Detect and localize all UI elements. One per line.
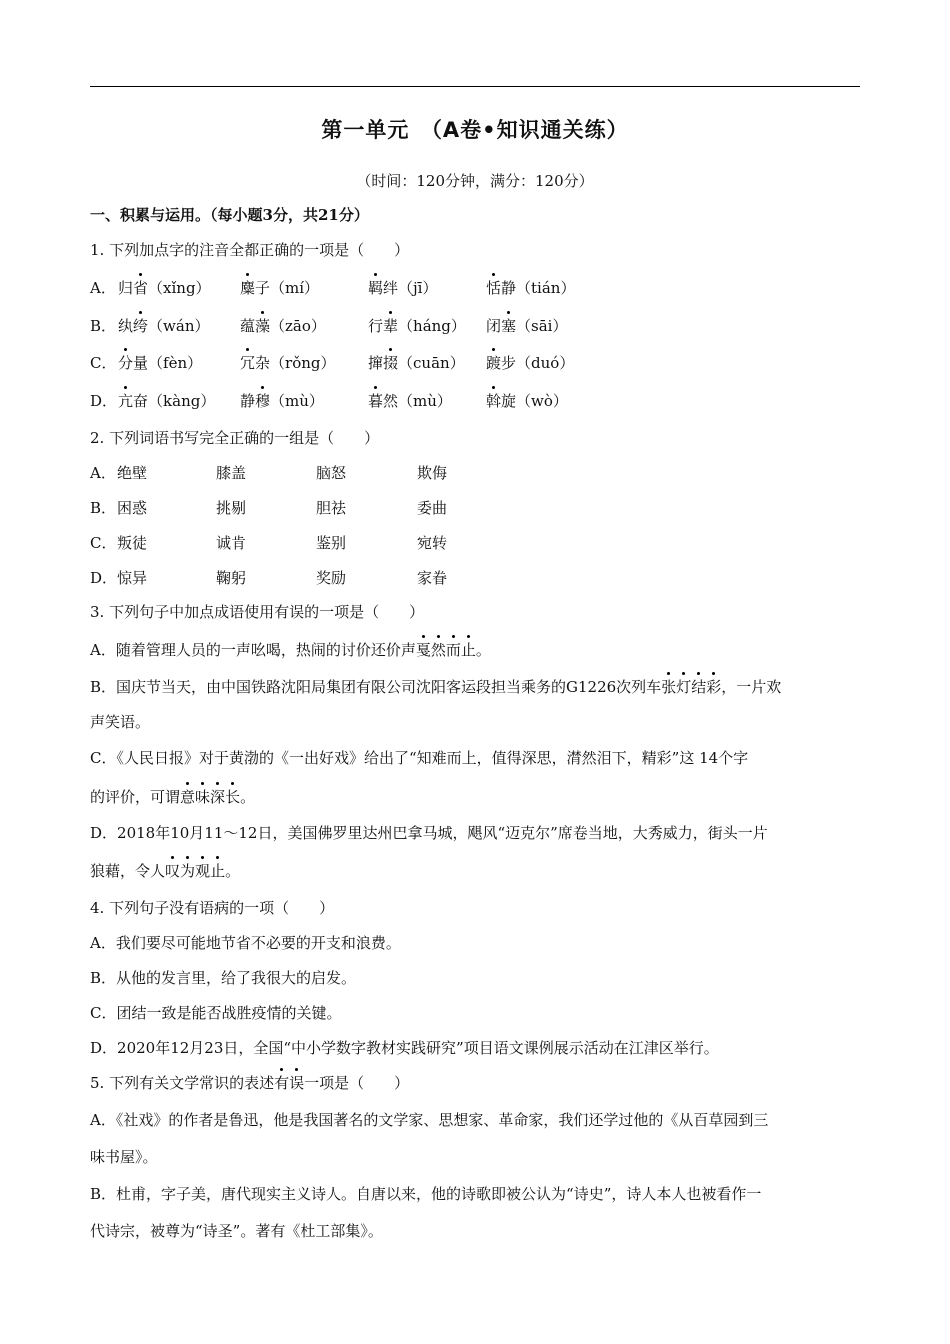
q2-word: 挑剔: [216, 499, 247, 517]
q2-word: 鞠躬: [216, 569, 247, 587]
q2-word: 家眷: [417, 569, 448, 587]
q1-pinyin-item: 蕴藻（zāo）: [240, 317, 326, 335]
dotted-idiom: 意味深长: [180, 788, 241, 806]
q1-option-label: C．: [90, 354, 117, 372]
q2-word: 叛徒: [117, 534, 148, 552]
dotted-character: 省: [133, 279, 149, 297]
dotted-character: 藻: [255, 317, 271, 335]
q4-stem: 4. 下列句子没有语病的一项（ ）: [90, 899, 335, 917]
q2-word: 鉴别: [316, 534, 347, 552]
q2-word: 欺侮: [417, 464, 448, 482]
dotted-word: 有误: [274, 1074, 305, 1092]
q3-option-c-cont: 的评价，可谓意味深长。: [90, 788, 256, 806]
q1-option-label: A．: [90, 279, 116, 297]
q1-pinyin-item: 亢奋（kàng）: [118, 392, 216, 410]
q1-stem: 1. 下列加点字的注音全都正确的一项是（ ）: [90, 241, 410, 259]
dotted-idiom: 张灯结彩: [661, 678, 722, 696]
page-subtitle: （时间：120分钟，满分：120分）: [356, 172, 594, 190]
dotted-character: 暮: [368, 392, 384, 410]
q1-pinyin-item: 麋子（mí）: [240, 279, 320, 297]
q1-pinyin-item: 静穆（mù）: [240, 392, 324, 410]
q1-pinyin-item: 分量（fèn）: [118, 354, 203, 372]
q1-pinyin-item: 归省（xǐng）: [118, 279, 211, 297]
dotted-idiom: 叹为观止: [165, 862, 226, 880]
q2-word: 惊异: [117, 569, 148, 587]
q2-stem: 2. 下列词语书写完全正确的一组是（ ）: [90, 429, 380, 447]
dotted-character: 辈: [383, 317, 399, 335]
q1-pinyin-item: 纨绔（wán）: [118, 317, 210, 335]
q5-option-a: A．《社戏》的作者是鲁迅，他是我国著名的文学家、思想家、革命家，我们还学过他的《从百草园到三: [90, 1111, 769, 1129]
q2-option-label: A．: [90, 464, 116, 482]
q3-option-d-cont: 狼藉，令人叹为观止。: [90, 862, 241, 880]
dotted-character: 亢: [118, 392, 134, 410]
dotted-character: 麋: [240, 279, 256, 297]
q5-stem: 5. 下列有关文学常识的表述有误一项是（ ）: [90, 1074, 410, 1092]
q5-option-b: B．杜甫，字子美，唐代现实主义诗人。自唐以来，他的诗歌即被公认为“诗史”，诗人本人也被看作一: [90, 1185, 762, 1203]
q1-pinyin-item: 踱步（duó）: [486, 354, 575, 372]
q5-option-a-cont: 味书屋》。: [90, 1148, 158, 1166]
dotted-character: 恬: [486, 279, 502, 297]
q2-word: 脑怒: [316, 464, 347, 482]
q1-pinyin-item: 恬静（tián）: [486, 279, 576, 297]
q1-pinyin-item: 撺掇（cuān）: [368, 354, 465, 372]
dotted-character: 分: [118, 354, 134, 372]
q3-option-b: B．国庆节当天，由中国铁路沈阳局集团有限公司沈阳客运段担当乘务的G1226次列车张灯结彩，一片欢: [90, 678, 782, 696]
q2-word: 胆祛: [316, 499, 347, 517]
q4-option-c: C．团结一致是能否战胜疫情的关键。: [90, 1004, 342, 1022]
q1-pinyin-item: 行辈（háng）: [368, 317, 466, 335]
page-title: 第一单元 （A卷•知识通关练）: [321, 118, 629, 142]
q2-word: 诚肯: [216, 534, 247, 552]
q1-pinyin-item: 斡旋（wò）: [486, 392, 568, 410]
dotted-character: 绔: [133, 317, 149, 335]
dotted-character: 冗: [240, 354, 256, 372]
q1-option-label: D．: [90, 392, 118, 410]
dotted-character: 踱: [486, 354, 502, 372]
dotted-character: 斡: [486, 392, 502, 410]
q2-option-label: C．: [90, 534, 117, 552]
q4-option-d: D．2020年12月23日，全国“中小学数字教材实践研究”项目语文课例展示活动在江津区举行。: [90, 1039, 719, 1057]
q4-option-b: B．从他的发言里，给了我很大的启发。: [90, 969, 357, 987]
dotted-idiom: 戛然而止: [415, 641, 476, 659]
q2-word: 宛转: [417, 534, 448, 552]
q1-pinyin-item: 暮然（mù）: [368, 392, 452, 410]
q2-option-label: D．: [90, 569, 118, 587]
dotted-character: 掇: [383, 354, 399, 372]
q2-word: 绝壁: [117, 464, 148, 482]
dotted-character: 塞: [501, 317, 517, 335]
q3-option-a: A．随着管理人员的一声吆喝，热闹的讨价还价声戛然而止。: [90, 641, 491, 659]
q1-pinyin-item: 冗杂（rǒng）: [240, 354, 336, 372]
header-rule: [90, 86, 860, 87]
q2-word: 困惑: [117, 499, 148, 517]
q1-option-label: B．: [90, 317, 117, 335]
dotted-character: 穆: [255, 392, 271, 410]
q3-option-c: C．《人民日报》对于黄渤的《一出好戏》给出了“知难而上，值得深思，潸然泪下，精彩”这 14个字: [90, 749, 749, 767]
section-heading: 一、积累与运用。（每小题3分，共21分）: [90, 206, 369, 224]
dotted-character: 羁: [368, 279, 384, 297]
q4-option-a: A．我们要尽可能地节省不必要的开支和浪费。: [90, 934, 401, 952]
q2-word: 膝盖: [216, 464, 247, 482]
q3-option-d: D．2018年10月11～12日，美国佛罗里达州巴拿马城，飓风“迈克尔”席卷当地，大秀威力，街头一片: [90, 824, 768, 842]
q1-pinyin-item: 闭塞（sāi）: [486, 317, 568, 335]
q3-option-b-cont: 声笑语。: [90, 713, 151, 731]
q1-pinyin-item: 羁绊（jī）: [368, 279, 438, 297]
q2-word: 奖励: [316, 569, 347, 587]
q2-word: 委曲: [417, 499, 448, 517]
q3-stem: 3. 下列句子中加点成语使用有误的一项是（ ）: [90, 603, 425, 621]
q2-option-label: B．: [90, 499, 117, 517]
q5-option-b-cont: 代诗宗，被尊为“诗圣”。著有《杜工部集》。: [90, 1222, 383, 1240]
